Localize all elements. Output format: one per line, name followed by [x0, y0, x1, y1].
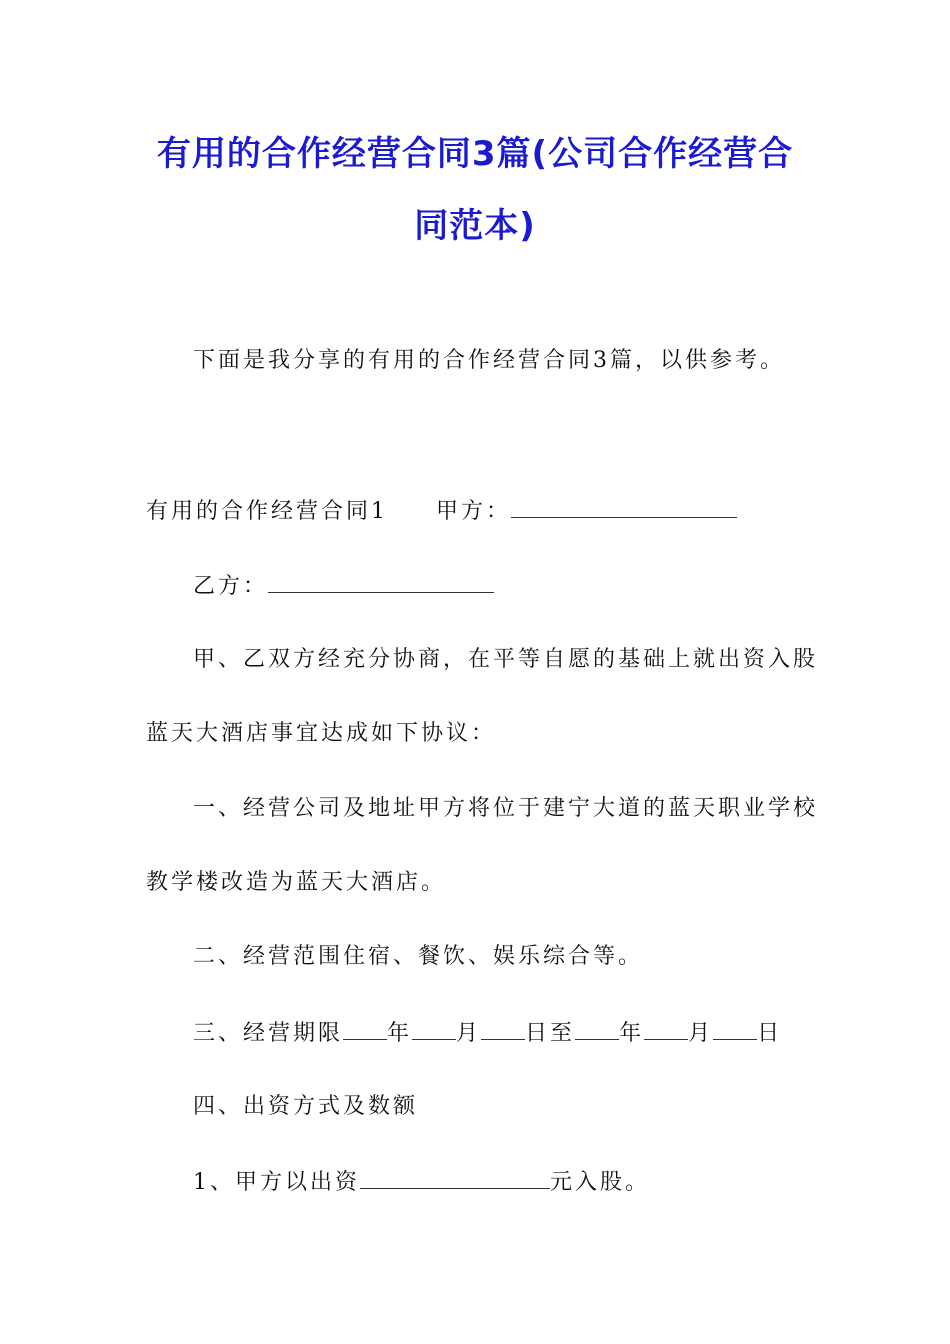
- sub-item-1-prefix: 1、甲方以出资: [193, 1170, 360, 1195]
- start-year-blank: [343, 1017, 387, 1040]
- start-month-blank: [412, 1017, 456, 1040]
- party-b-label: 乙方：: [193, 574, 269, 599]
- party-b-blank: [268, 570, 494, 593]
- end-year-label: 年: [619, 1021, 645, 1046]
- start-year-label: 年: [387, 1021, 413, 1046]
- item-3-prefix: 三、经营期限: [193, 1021, 344, 1046]
- end-month-label: 月: [688, 1021, 714, 1046]
- start-day-blank: [481, 1017, 525, 1040]
- item-1-line-2: 教学楼改造为蓝天大酒店。: [146, 870, 447, 895]
- start-day-label: 日至: [525, 1021, 576, 1046]
- document-title-line-1: 有用的合作经营合同3篇(公司合作经营合: [156, 134, 794, 174]
- item-3-row: [193, 1017, 782, 1049]
- intro-paragraph: 下面是我分享的有用的合作经营合同3篇，以供参考。: [193, 348, 785, 373]
- paragraph-1-line-2: 蓝天大酒店事宜达成如下协议：: [146, 721, 497, 746]
- end-month-blank: [644, 1017, 688, 1040]
- end-year-blank: [575, 1017, 619, 1040]
- item-2: 二、经营范围住宿、餐饮、娱乐综合等。: [193, 944, 644, 969]
- party-a-blank: [511, 495, 737, 518]
- investment-amount-blank: [360, 1166, 550, 1189]
- sub-item-1-row: [193, 1166, 650, 1198]
- start-month-label: 月: [456, 1021, 482, 1046]
- item-4: 四、出资方式及数额: [193, 1094, 419, 1119]
- document-title-line-2: 同范本): [414, 206, 536, 246]
- sub-item-1-suffix: 元入股。: [550, 1170, 651, 1195]
- end-day-label: 日: [757, 1021, 783, 1046]
- party-b-row: [193, 570, 494, 602]
- end-day-blank: [713, 1017, 757, 1040]
- contract-1-heading: 有用的合作经营合同1: [146, 499, 388, 524]
- item-1-line-1: 一、经营公司及地址甲方将位于建宁大道的蓝天职业学校: [193, 796, 819, 821]
- contract-1-heading-row: [146, 495, 737, 527]
- paragraph-1-line-1: 甲、乙双方经充分协商，在平等自愿的基础上就出资入股: [193, 647, 819, 672]
- party-a-label: 甲方：: [436, 499, 512, 524]
